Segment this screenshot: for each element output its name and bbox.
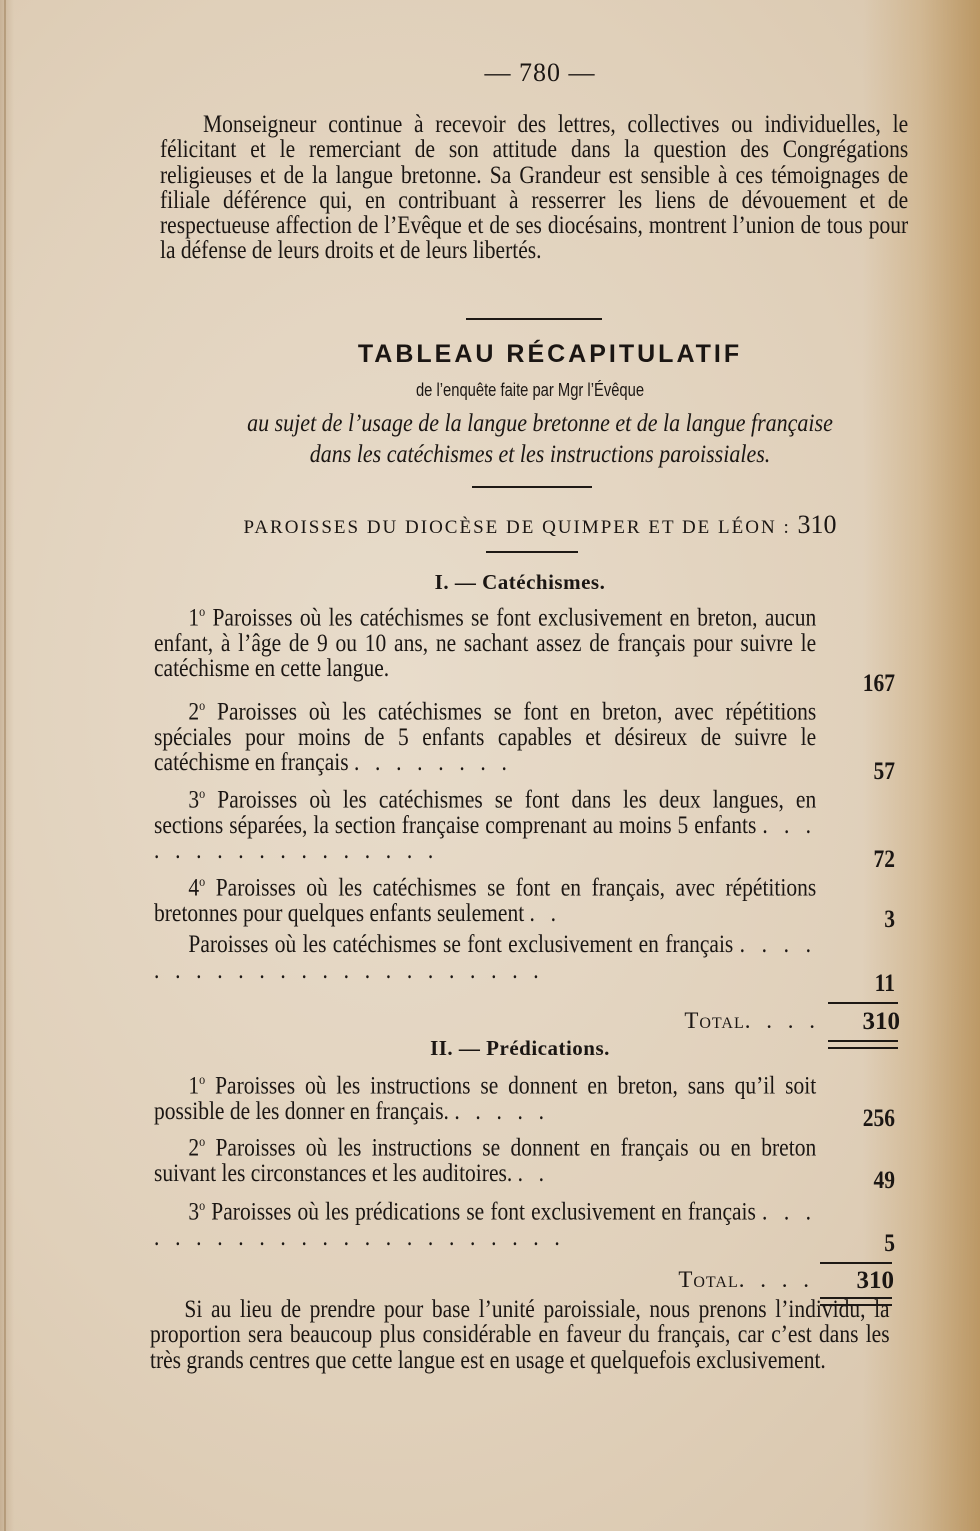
total-value: 310 bbox=[862, 1008, 900, 1035]
dot-leader: . . . . . . . . . . . . . . . . . . . . . . . bbox=[154, 1198, 817, 1251]
ordinal-suffix: o bbox=[199, 875, 206, 890]
entry-text: Paroisses où les catéchismes se font exclusivement en français bbox=[188, 931, 734, 958]
total-value: 310 bbox=[856, 1267, 894, 1294]
entry-ordinal: 3 bbox=[188, 1198, 200, 1226]
entry-text: Paroisses où les catéchismes se font dans les deux langues, en sections séparées, la section française comprenant au moins 5 enfants bbox=[154, 786, 817, 839]
table-entry bbox=[154, 694, 934, 776]
dot-leader: . . bbox=[517, 1159, 550, 1187]
dot-leader: . . . . . . . . . . . . . . . . . bbox=[154, 811, 817, 865]
total-label: Total. . . . bbox=[678, 1267, 814, 1292]
table-subtitle: de l’enquête faite par Mgr l’Évêque bbox=[415, 380, 645, 400]
table-title: TABLEAU RÉCAPITULATIF bbox=[357, 340, 743, 368]
ordinal-suffix: o bbox=[199, 1073, 206, 1088]
parishes-label: PAROISSES DU DIOCÈSE DE QUIMPER ET DE LÉON : bbox=[243, 517, 791, 538]
table-description-line-1: au sujet de l’usage de la langue bretonne et de la langue française bbox=[247, 410, 833, 437]
entry-value: 72 bbox=[873, 846, 895, 873]
entry-value: 57 bbox=[873, 758, 895, 785]
intro-paragraph: Monseigneur continue à recevoir des lettres, collectives ou individuelles, le félicitant et le remerciant de son attitude dans la question des Congrégations religieuses et de la langue bretonne. Sa Grandeur est sensible à ces témoignages de filiale déférence qui, en contribuant à resserrer les liens de dévouement et de respectueuse affection de l’Evêque et de ses diocésains, montrent l’union de tous pour la défense de leurs droits et de leurs libertés. bbox=[160, 111, 909, 265]
entry-value: 11 bbox=[874, 970, 895, 997]
dot-leader: . . . . . bbox=[454, 1097, 550, 1125]
page-number: — 780 — bbox=[484, 58, 596, 87]
entry-ordinal: 2 bbox=[188, 698, 200, 726]
entry-text: Paroisses où les prédications se font exclusivement en français bbox=[211, 1198, 756, 1226]
ordinal-suffix: o bbox=[199, 605, 206, 620]
entry-ordinal: 2 bbox=[188, 1134, 200, 1162]
table-description-line-2: dans les catéchismes et les instructions paroissiales. bbox=[309, 441, 771, 468]
entry-text: Paroisses où les catéchismes se font exclusivement en breton, aucun enfant, à l’âge de 9 ou 10 ans, ne sachant assez de français pour suivre le catéchisme en cette langue. bbox=[154, 604, 817, 683]
entry-ordinal: 1 bbox=[188, 1072, 200, 1100]
divider bbox=[466, 318, 602, 320]
page-edge bbox=[4, 0, 6, 1531]
entry-value: 49 bbox=[873, 1167, 895, 1194]
sum-line bbox=[820, 1262, 892, 1264]
total-label: Total. . . . bbox=[684, 1008, 820, 1033]
dot-leader: . . . . . . . . bbox=[353, 749, 512, 777]
divider bbox=[472, 486, 592, 488]
ordinal-suffix: o bbox=[199, 1135, 206, 1150]
table-entry bbox=[154, 1194, 934, 1250]
entry-ordinal: 3 bbox=[188, 786, 200, 814]
ordinal-suffix: o bbox=[199, 699, 206, 714]
entry-value: 167 bbox=[862, 670, 895, 697]
dot-leader: . . bbox=[529, 899, 562, 927]
entry-value: 3 bbox=[884, 906, 895, 933]
table-entry bbox=[154, 1068, 934, 1124]
table-entry bbox=[154, 782, 934, 864]
entry-ordinal: 1 bbox=[188, 604, 200, 632]
closing-paragraph: Si au lieu de prendre pour base l’unité paroissiale, nous prenons l’individu, la proportion sera beaucoup plus considérable en faveur du français, car c’est dans les très grands centres que cette langue est en usage et quelquefois exclusivement. bbox=[150, 1296, 890, 1374]
entry-text: Paroisses où les instructions se donnent en français ou en breton suivant les circonstances et les auditoires. bbox=[154, 1134, 817, 1187]
table-entry bbox=[154, 932, 934, 983]
entry-text: Paroisses où les catéchismes se font en français, avec répétitions bretonnes pour quelques enfants seulement bbox=[154, 874, 817, 927]
table-entry bbox=[154, 1130, 934, 1186]
entry-text: Paroisses où les catéchismes se font en breton, avec répétitions spéciales pour moins de 5 enfants capables et désireux de suivre le catéchisme en français bbox=[154, 698, 817, 777]
parishes-total-line bbox=[200, 510, 880, 540]
parishes-count: 310 bbox=[797, 510, 837, 539]
dot-leader: . . . . . . . . . . . . . . . . . . . . . . . bbox=[154, 931, 817, 984]
entry-value: 256 bbox=[862, 1105, 895, 1132]
entry-value: 5 bbox=[884, 1230, 895, 1257]
sum-line bbox=[828, 1002, 898, 1004]
divider bbox=[486, 551, 578, 553]
double-sum-line bbox=[828, 1040, 898, 1049]
table-entry bbox=[154, 600, 934, 682]
section-title-predications: II. — Prédications. bbox=[430, 1036, 610, 1060]
entry-ordinal: 4 bbox=[188, 874, 200, 902]
section-title-catechismes: I. — Catéchismes. bbox=[434, 570, 606, 594]
ordinal-suffix: o bbox=[199, 787, 206, 802]
table-entry bbox=[154, 870, 934, 926]
entry-text: Paroisses où les instructions se donnent en breton, sans qu’il soit possible de les donner en français. bbox=[154, 1072, 817, 1125]
ordinal-suffix: o bbox=[199, 1199, 206, 1214]
